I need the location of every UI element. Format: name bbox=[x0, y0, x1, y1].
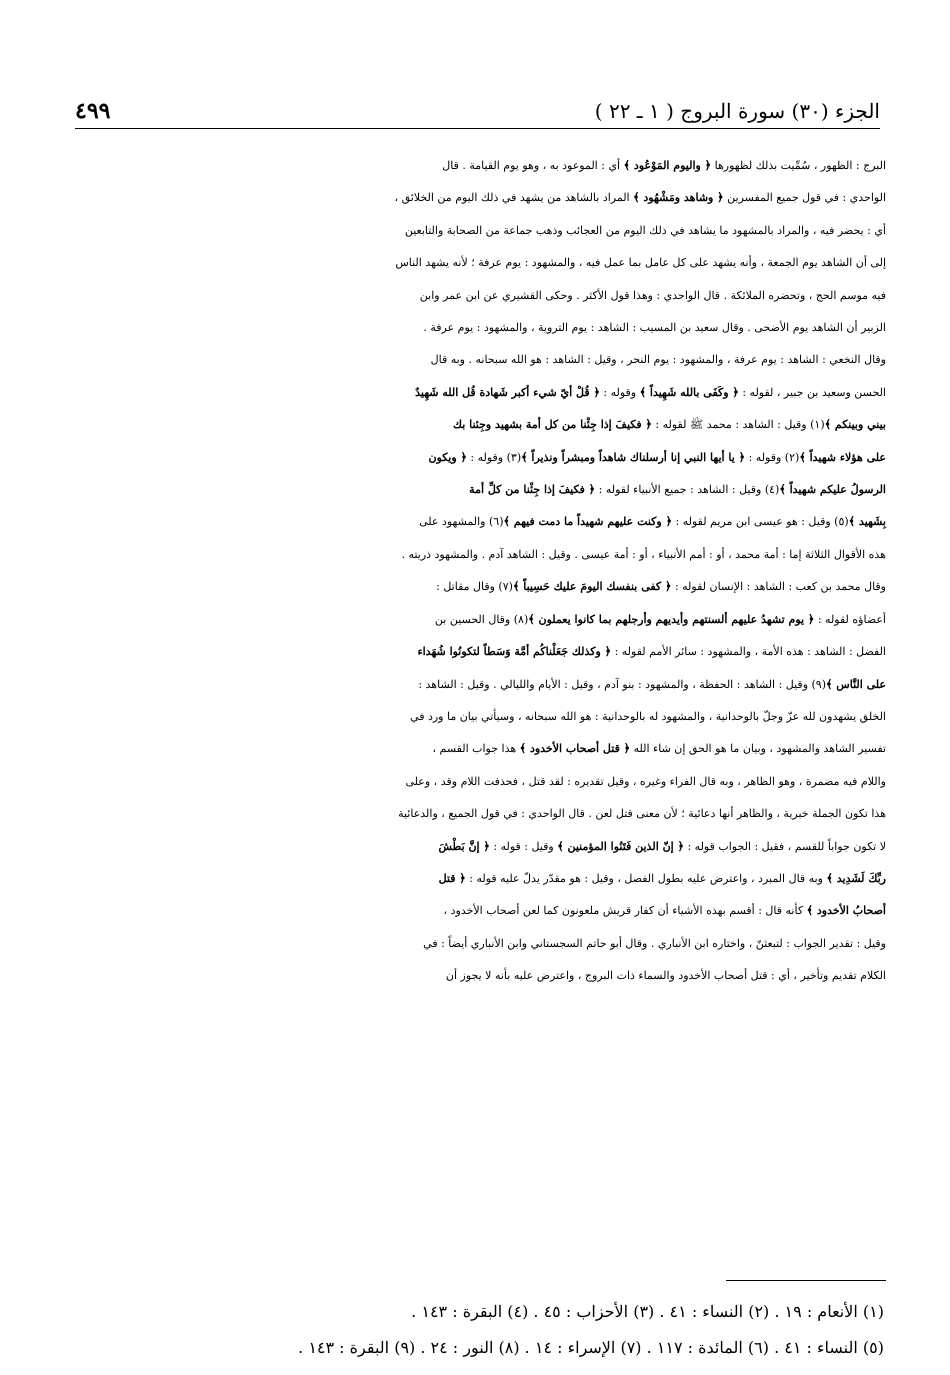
text-line: أعضاؤه لقوله : ﴿ يوم تشهدُ عليهم ألسنتهم وأيديهم وأرجلهم بما كانوا يعملون ﴾(٨) وقال الحسين بن bbox=[434, 612, 886, 626]
quran-quote: ﴿ كفى بنفسك اليومَ عليك حَسِيباً ﴾ bbox=[512, 580, 672, 594]
quran-quote: ﴿ فكيفَ إذا جِئْنا من كلِّ أمة bbox=[469, 483, 596, 497]
quran-quote: ﴿ وكذلك جَعَلْناكُم أمَّة وَسَطاً لتكونُوا شُهَداء bbox=[417, 645, 612, 659]
quran-quote: أصحابُ الأخدود ﴾ bbox=[806, 904, 886, 918]
quran-quote: ﴿ واليوم المَوْعُود ﴾ bbox=[623, 159, 712, 172]
text-line: لا تكون جواباً للقسم ، فقيل : الجواب قوله : ﴿ إنّ الذين فَتَنُوا المؤمنين ﴾ وقيل : قوله : ﴿ إنَّ بَطْشَ bbox=[438, 839, 886, 853]
text-line: بيني وبينكم ﴾(١) وقيل : الشاهد : محمد ﷺ لقوله : ﴿ فكيفَ إذا جِئْنا من كل أمة بشهيد وجِئنا بك bbox=[452, 418, 886, 432]
quran-quote: على النَّاس ﴾ bbox=[826, 677, 886, 691]
text-line: الفضل : الشاهد : هذه الأمة ، والمشهود : سائر الأمم لقوله : ﴿ وكذلك جَعَلْناكُم أمَّة وَسَطاً لتكونُوا شُهَداء bbox=[417, 645, 886, 659]
quran-quote: ﴿ قتل bbox=[438, 871, 466, 885]
text-line: على النَّاس ﴾(٩) وقيل : الشاهد : الحفظة ، والمشهود : بنو آدم ، وقيل : الأيام والليالي . وقيل : الشاهد : bbox=[418, 677, 886, 691]
quran-quote: بيني وبينكم ﴾ bbox=[824, 418, 886, 432]
text-line: الخلق يشهدون لله عزّ وجلّ بالوحدانية ، والمشهود له بالوحدانية : هو الله سبحانه ، وسيأتي بيان ما ورد في bbox=[410, 709, 886, 723]
text-line: واللام فيه مضمرة ، وهو الظاهر ، وبه قال الفراء وغيره ، وقيل تقديره : لقد قتل ، فحذفت اللام وقد ، وعلى bbox=[405, 774, 886, 788]
quran-quote: ﴿ قتل أصحاب الأخدود ﴾ bbox=[519, 742, 631, 756]
footnote-line: (٥) النساء : ٤١ . (٦) المائدة : ١١٧ . (٧) الإسراء : ١٤ . (٨) النور : ٢٤ . (٩) البقرة : ١٤٣ . bbox=[298, 1338, 884, 1357]
text-line: هذا تكون الجملة خبرية ، والظاهر أنها دعائية ؛ لأن معنى قتل لعن . قال الواحدي : في قول الجميع ، والدعائية bbox=[398, 807, 886, 821]
quran-quote: ربِّكَ لَشَدِيد ﴾ bbox=[826, 871, 886, 885]
text-line: الواحدي : في قول جميع المفسرين ﴿ وشاهد ومَشْهُود ﴾ المراد بالشاهد من يشهد في ذلك اليوم من الخلائق ، bbox=[394, 191, 886, 205]
text-line: الحسن وسعيد بن جبير ، لقوله : ﴿ وكَفَى بالله شَهِيداً ﴾ وقوله : ﴿ قُلْ أيّ شيء أكبر شَهادة قُل الله شَهِيدٌ bbox=[415, 385, 886, 399]
quran-quote: الرسولُ عليكم شهيداً ﴾ bbox=[779, 483, 886, 497]
text-line: الرسولُ عليكم شهيداً ﴾(٤) وقيل : الشاهد : جميع الأنبياء لقوله : ﴿ فكيفَ إذا جِئْنا من كلِّ أمة bbox=[469, 483, 886, 497]
quran-quote: ﴿ وكَفَى بالله شَهِيداً ﴾ bbox=[639, 385, 739, 399]
quran-quote: ﴿ إنّ الذين فَتَنُوا المؤمنين ﴾ bbox=[557, 839, 684, 853]
text-line: وقيل : تقدير الجواب : لتبعثنّ ، واختاره ابن الأنباري . وقال أبو حاتم السجستاني وابن الأنباري أيضاً : في bbox=[423, 936, 886, 950]
quran-quote: ﴿ يوم تشهدُ عليهم ألسنتهم وأيديهم وأرجلهم بما كانوا يعملون ﴾ bbox=[528, 612, 815, 626]
text-line: وقال محمد بن كعب : الشاهد : الإنسان لقوله : ﴿ كفى بنفسك اليومَ عليك حَسِيباً ﴾(٧) وقال مقاتل : bbox=[436, 580, 886, 594]
text-line: البرج : الظهور ، سُمِّيت بذلك لظهورها ﴿ واليوم المَوْعُود ﴾ أي : الموعود به ، وهو يوم القيامة . قال bbox=[442, 159, 886, 172]
page-header bbox=[75, 94, 880, 129]
footnotes bbox=[64, 1294, 884, 1366]
quran-quote: ﴿ وشاهد ومَشْهُود ﴾ bbox=[633, 191, 724, 205]
footnote-separator bbox=[726, 1280, 886, 1281]
text-line: إلى أن الشاهد يوم الجمعة ، وأنه يشهد على كل عامل بما عمل فيه ، والمشهود : يوم عرفة ؛ لأنه يشهد الناس bbox=[395, 256, 886, 270]
text-line: أصحابُ الأخدود ﴾ كأنه قال : أقسم بهذه الأشياء أن كفار قريش ملعونون كما لعن أصحاب الأخدود ، bbox=[443, 904, 886, 918]
page-number: ٤٩٩ bbox=[75, 98, 111, 124]
quran-quote: ﴿ وكنت عليهم شهيداً ما دمت فيهم ﴾ bbox=[503, 515, 673, 529]
quran-quote: ﴿ فكيفَ إذا جِئْنا من كل أمة بشهيد وجِئنا بك bbox=[452, 418, 652, 432]
text-line: وقال النخعي : الشاهد : يوم عرفة ، والمشهود : يوم النحر ، وقيل : الشاهد : هو الله سبحانه . وبه قال bbox=[430, 353, 886, 367]
quran-quote: على هؤلاء شهيداً ﴾ bbox=[799, 450, 886, 464]
quran-quote: ﴿ إنَّ بَطْشَ bbox=[438, 839, 490, 853]
text-line: تفسير الشاهد والمشهود ، وبيان ما هو الحق إن شاء الله ﴿ قتل أصحاب الأخدود ﴾ هذا جواب القسم ، bbox=[432, 742, 886, 756]
running-title: الجزء (٣٠) سورة البروج ( ١ ـ ٢٢ ) bbox=[594, 99, 880, 123]
text-line: أي : يحضر فيه ، والمراد بالمشهود ما يشاهد في ذلك اليوم من العجائب وذهب جماعة من الصحابة والتابعين bbox=[404, 223, 886, 237]
text-line: الزبير أن الشاهد يوم الأضحى . وقال سعيد بن المسيب : الشاهد : يوم التروية ، والمشهود : يوم عرفة . bbox=[423, 321, 886, 335]
text-line: فيه موسم الحج ، وتحضره الملائكة . قال الواحدي : وهذا قول الأكثر . وحكى القشيري عن ابن عمر وابن bbox=[419, 288, 886, 302]
main-text bbox=[64, 150, 886, 993]
quran-quote: ﴿ ويكون bbox=[428, 450, 467, 464]
text-line: الكلام تقديم وتأخير ، أي : قتل أصحاب الأخدود والسماء ذات البروج ، واعترض عليه بأنه لا يجوز أن bbox=[445, 969, 886, 983]
text-line: على هؤلاء شهيداً ﴾(٢) وقوله : ﴿ يا أيها النبي إنا أرسلناك شاهداً ومبشراً ونذيراً ﴾(٣) وقوله : ﴿ ويكون bbox=[428, 450, 886, 464]
footnote-line: (١) الأنعام : ١٩ . (٢) النساء : ٤١ . (٣) الأحزاب : ٤٥ . (٤) البقرة : ١٤٣ . bbox=[411, 1302, 884, 1321]
text-line: بِشَهيد ﴾(٥) وقيل : هو عيسى ابن مريم لقوله : ﴿ وكنت عليهم شهيداً ما دمت فيهم ﴾(٦) والمشهود على bbox=[419, 515, 886, 529]
text-line: ربِّكَ لَشَدِيد ﴾ وبه قال المبرد ، واعترض عليه بطول الفصل ، وقيل : هو مقدّر يدلّ عليه قوله : ﴿ قتل bbox=[438, 871, 886, 885]
text-line: هذه الأقوال الثلاثة إما : أمة محمد ، أو : أمم الأنبياء ، أو : أمة عيسى . وقيل : الشاهد آدم . والمشهود ذريته . bbox=[401, 547, 886, 561]
quran-quote: ﴿ يا أيها النبي إنا أرسلناك شاهداً ومبشراً ونذيراً ﴾ bbox=[521, 450, 746, 464]
quran-quote: بِشَهيد ﴾ bbox=[848, 515, 886, 529]
quran-quote: ﴿ قُلْ أيّ شيء أكبر شَهادة قُل الله شَهِيدٌ bbox=[415, 385, 600, 399]
